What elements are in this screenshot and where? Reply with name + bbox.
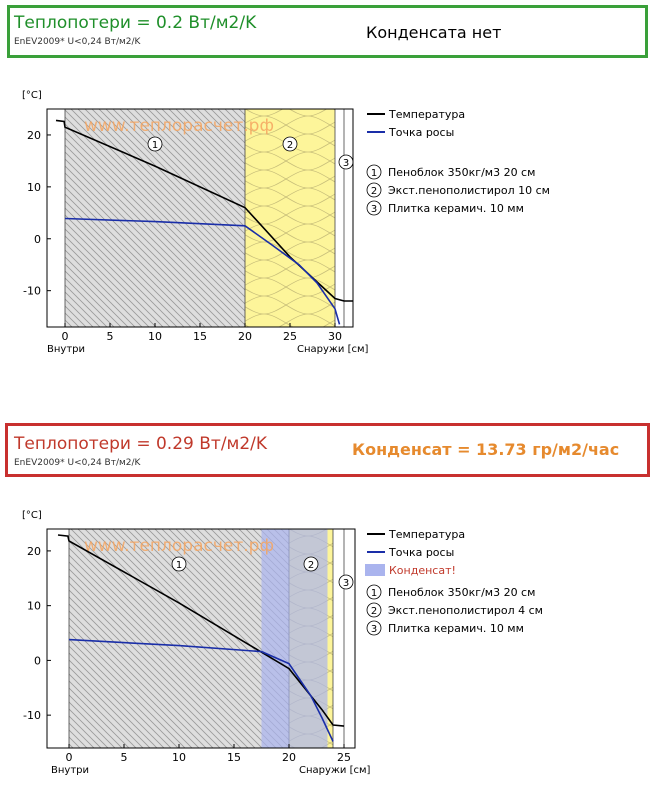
- layer-legend-2: [367, 183, 381, 197]
- svg-text:3: 3: [342, 158, 350, 169]
- layer-2-marker: [304, 557, 318, 571]
- x-tick-label: 25: [337, 751, 351, 764]
- x-tick-label: 20: [282, 751, 296, 764]
- x-tick-label: 10: [172, 751, 186, 764]
- svg-text:2: 2: [370, 186, 378, 197]
- top-temperature-chart: [0, 80, 655, 380]
- y-tick-label: -10: [23, 284, 41, 298]
- x-axis-label-outside: Снаружи [см]: [297, 344, 369, 355]
- x-tick-label: 5: [120, 751, 128, 764]
- x-axis-label-inside: Внутри: [47, 344, 85, 355]
- layer-legend-label: Пеноблок 350кг/м3 20 см: [388, 586, 536, 599]
- y-tick-label: 0: [34, 654, 41, 668]
- x-tick-label: 30: [328, 330, 342, 343]
- x-tick-label: 10: [148, 330, 162, 343]
- legend-condensate-label: Конденсат!: [389, 564, 456, 577]
- top-standard-text: EnEV2009* U<0,24 Вт/м2/K: [14, 37, 141, 47]
- top-condensate-status: Конденсата нет: [366, 23, 502, 42]
- layer-legend-label: Пеноблок 350кг/м3 20 см: [388, 166, 536, 179]
- layer-legend-3: [367, 621, 381, 635]
- bottom-condensate-status: Конденсат = 13.73 гр/м2/час: [352, 440, 620, 459]
- layer-legend-label: Экст.пенополистирол 4 см: [388, 604, 543, 617]
- svg-text:1: 1: [370, 168, 378, 179]
- bottom-heat-loss-text: Теплопотери = 0.29 Вт/м2/K: [14, 434, 268, 454]
- legend-dewpoint-label: Точка росы: [389, 126, 455, 139]
- layer-legend-label: Плитка керамич. 10 мм: [388, 202, 524, 215]
- svg-text:1: 1: [370, 588, 378, 599]
- svg-text:1: 1: [151, 140, 159, 151]
- legend-dewpoint-label: Точка росы: [389, 546, 455, 559]
- layer-legend-2: [367, 603, 381, 617]
- layer-legend-3: [367, 201, 381, 215]
- layer-legend-1: [367, 585, 381, 599]
- bottom-standard-text: EnEV2009* U<0,24 Вт/м2/K: [14, 458, 141, 468]
- svg-text:3: 3: [342, 578, 350, 589]
- x-tick-label: 5: [106, 330, 114, 343]
- y-tick-label: 20: [27, 544, 41, 558]
- bottom-temperature-chart: [0, 500, 655, 786]
- svg-text:1: 1: [175, 560, 183, 571]
- layer-1-marker: [148, 137, 162, 151]
- y-tick-label: 10: [27, 599, 41, 613]
- layer-legend-label: Плитка керамич. 10 мм: [388, 622, 524, 635]
- layer-legend-label: Экст.пенополистирол 10 см: [388, 184, 550, 197]
- svg-text:2: 2: [307, 560, 315, 571]
- y-axis-label: [°C]: [22, 90, 42, 101]
- y-tick-label: 10: [27, 180, 41, 194]
- layer-2-marker: [283, 137, 297, 151]
- layer-1-marker: [172, 557, 186, 571]
- layer-3-marker: [339, 155, 353, 169]
- x-tick-label: 20: [238, 330, 252, 343]
- x-axis-label-outside: Снаружи [см]: [299, 765, 371, 776]
- x-tick-label: 0: [65, 751, 73, 764]
- layer-3-band: [333, 529, 344, 748]
- y-tick-label: 0: [34, 232, 41, 246]
- x-tick-label: 25: [283, 330, 297, 343]
- y-axis-label: [°C]: [22, 510, 42, 521]
- legend-temperature-label: Температура: [389, 108, 466, 121]
- layer-3-marker: [339, 575, 353, 589]
- x-tick-label: 15: [227, 751, 241, 764]
- x-tick-label: 15: [193, 330, 207, 343]
- x-axis-label-inside: Внутри: [51, 765, 89, 776]
- y-tick-label: 20: [27, 128, 41, 142]
- legend-temperature-label: Температура: [389, 528, 466, 541]
- y-tick-label: -10: [23, 709, 41, 723]
- layer-3-band: [335, 109, 344, 327]
- top-heat-loss-text: Теплопотери = 0.2 Вт/м2/K: [14, 13, 257, 33]
- watermark-text: www.теплорасчет.рф: [84, 536, 274, 556]
- svg-text:3: 3: [370, 204, 378, 215]
- svg-text:2: 2: [370, 606, 378, 617]
- svg-text:2: 2: [286, 140, 294, 151]
- x-tick-label: 0: [61, 330, 69, 343]
- legend-condensate-swatch: [365, 564, 385, 576]
- layer-legend-1: [367, 165, 381, 179]
- svg-text:3: 3: [370, 624, 378, 635]
- watermark-text: www.теплорасчет.рф: [84, 116, 274, 136]
